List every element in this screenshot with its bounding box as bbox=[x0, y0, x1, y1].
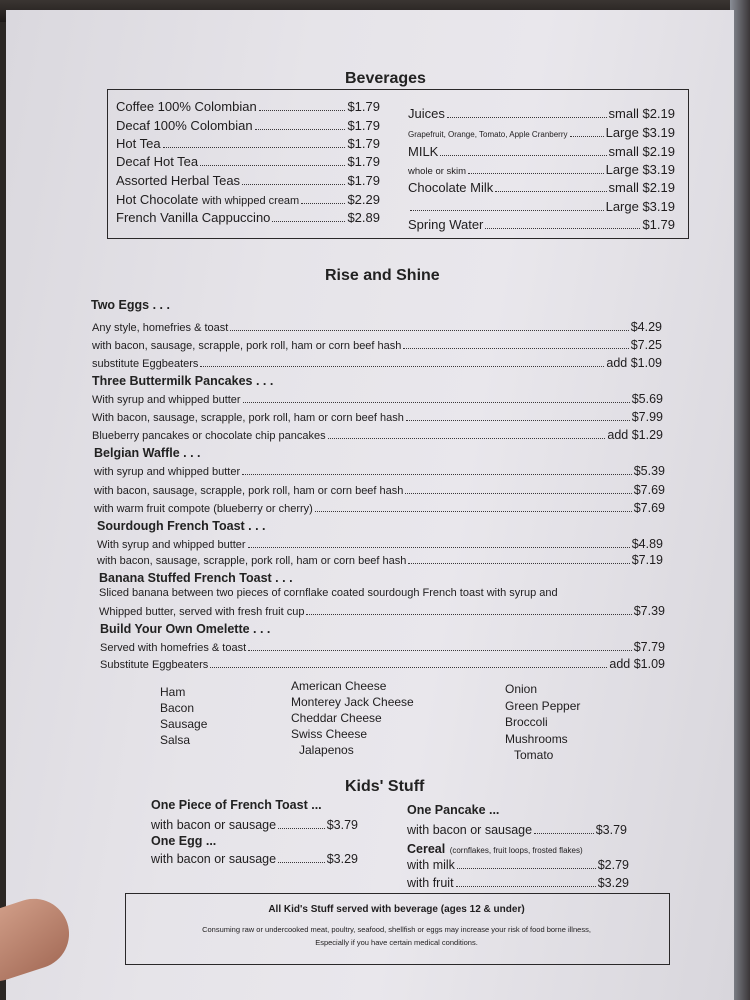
ingredient: Salsa bbox=[160, 733, 191, 747]
item-name: French Vanilla Cappuccino bbox=[116, 210, 271, 225]
item-price: $4.29 bbox=[630, 320, 662, 334]
item-name: With syrup and whipped butter bbox=[97, 539, 246, 551]
item-name: Decaf Hot Tea bbox=[116, 154, 199, 169]
footer-warning-line2: Especially if you have certain medical conditions. bbox=[315, 938, 478, 947]
beverage-item bbox=[408, 217, 675, 232]
item-price: $2.89 bbox=[347, 210, 380, 225]
menu-item bbox=[407, 823, 627, 837]
menu-item bbox=[92, 392, 663, 406]
menu-item bbox=[97, 537, 663, 551]
menu-item bbox=[92, 428, 663, 442]
beverage-item bbox=[408, 125, 675, 140]
item-price: $7.69 bbox=[633, 501, 665, 515]
item-name: with milk bbox=[407, 858, 455, 872]
beverage-item bbox=[116, 136, 380, 151]
menu-item bbox=[100, 657, 665, 671]
kids-cereal-heading-row bbox=[407, 840, 583, 858]
ingredient: Jalapenos bbox=[299, 743, 354, 757]
ingredient: Mushrooms bbox=[505, 731, 568, 746]
kids-pancake-heading: One Pancake ... bbox=[407, 803, 500, 817]
beverage-item bbox=[408, 106, 675, 121]
item-name: with bacon, sausage, scrapple, pork roll, ham or corn beef hash bbox=[97, 555, 407, 567]
omelette-cheeses bbox=[291, 678, 414, 758]
item-name: With bacon, sausage, scrapple, pork roll, ham or corn beef hash bbox=[92, 412, 404, 424]
item-name: with fruit bbox=[407, 876, 454, 890]
rise-title: Rise and Shine bbox=[325, 267, 440, 284]
item-price: $7.39 bbox=[633, 604, 665, 618]
ingredient: Bacon bbox=[160, 701, 195, 715]
menu-item bbox=[92, 338, 662, 352]
footer-kids-note: All Kid's Stuff served with beverage (ages 12 & under) bbox=[268, 904, 525, 915]
item-name: Whipped butter, served with fresh fruit cup bbox=[99, 606, 305, 618]
ingredient: Sausage bbox=[160, 717, 208, 731]
ingredient: Onion bbox=[505, 682, 538, 696]
menu-item bbox=[97, 553, 663, 567]
menu-item bbox=[92, 410, 663, 424]
omelette-meats bbox=[160, 684, 207, 748]
footer-warning-line1: Consuming raw or undercooked meat, poultry, seafood, shellfish or eggs may increase your risk of food borne illness, bbox=[202, 925, 591, 934]
item-name: MILK bbox=[408, 144, 439, 159]
beverage-item bbox=[116, 173, 380, 188]
item-name: with bacon, sausage, scrapple, pork roll, ham or corn beef hash bbox=[94, 485, 404, 497]
item-name: Served with homefries & toast bbox=[100, 642, 247, 654]
beverage-item bbox=[408, 180, 675, 195]
item-price: $7.79 bbox=[633, 640, 665, 654]
item-name: Grapefruit, Orange, Tomato, Apple Cranberry bbox=[408, 130, 568, 139]
item-name: with bacon or sausage bbox=[407, 823, 533, 837]
item-price: $7.99 bbox=[631, 410, 663, 424]
item-name: whole or skim bbox=[408, 166, 467, 177]
menu-item bbox=[407, 858, 629, 872]
item-name: Spring Water bbox=[408, 217, 484, 232]
pancakes-heading: Three Buttermilk Pancakes . . . bbox=[92, 374, 274, 388]
item-price: Large $3.19 bbox=[605, 162, 675, 177]
banana-description: Sliced banana between two pieces of cornflake coated sourdough French toast with syrup and bbox=[99, 587, 558, 599]
sourdough-heading: Sourdough French Toast . . . bbox=[97, 519, 266, 533]
item-name: Hot Chocolate with whipped cream bbox=[116, 192, 300, 207]
menu-item bbox=[92, 356, 662, 370]
item-name: Blueberry pancakes or chocolate chip pancakes bbox=[92, 430, 326, 442]
omelette-heading: Build Your Own Omelette . . . bbox=[100, 622, 271, 636]
item-price: $5.39 bbox=[633, 464, 665, 478]
menu-item bbox=[94, 483, 665, 497]
omelette-vegetables bbox=[505, 681, 580, 764]
item-price: $7.19 bbox=[631, 553, 663, 567]
item-price: small $2.19 bbox=[608, 144, 675, 159]
item-name: Any style, homefries & toast bbox=[92, 322, 229, 334]
item-price: $1.79 bbox=[347, 154, 380, 169]
menu-item bbox=[94, 501, 665, 515]
item-name: Juices bbox=[408, 106, 445, 121]
item-name: Hot Tea bbox=[116, 136, 161, 151]
ingredient: Broccoli bbox=[505, 715, 548, 729]
menu-item bbox=[407, 876, 629, 890]
item-price: $1.79 bbox=[347, 173, 380, 188]
menu-item bbox=[151, 818, 358, 832]
item-price: $3.29 bbox=[326, 852, 358, 866]
item-name: Coffee 100% Colombian bbox=[116, 99, 257, 114]
kids-cereal-heading: Cereal bbox=[407, 842, 446, 856]
item-price: add $1.09 bbox=[606, 356, 662, 370]
item-price: small $2.19 bbox=[608, 180, 675, 195]
ingredient: Monterey Jack Cheese bbox=[291, 695, 414, 709]
menu-item bbox=[99, 604, 665, 618]
menu-item bbox=[94, 464, 665, 478]
ingredient: Swiss Cheese bbox=[291, 727, 368, 741]
item-price: $7.69 bbox=[633, 483, 665, 497]
beverage-item bbox=[116, 99, 380, 114]
beverage-item bbox=[116, 118, 380, 133]
ingredient: Ham bbox=[160, 685, 186, 699]
item-price: $2.29 bbox=[347, 192, 380, 207]
item-name: with warm fruit compote (blueberry or cherry) bbox=[94, 503, 313, 515]
beverage-item bbox=[408, 199, 675, 214]
menu-item bbox=[151, 852, 358, 866]
kids-french-toast-heading: One Piece of French Toast ... bbox=[151, 798, 322, 812]
ingredient: Cheddar Cheese bbox=[291, 711, 382, 725]
item-name: with bacon or sausage bbox=[151, 852, 277, 866]
kids-egg-heading: One Egg ... bbox=[151, 834, 217, 848]
item-price: small $2.19 bbox=[608, 106, 675, 121]
item-price: $3.79 bbox=[326, 818, 358, 832]
item-name: Assorted Herbal Teas bbox=[116, 173, 241, 188]
item-price: $3.79 bbox=[595, 823, 627, 837]
item-price: $4.89 bbox=[631, 537, 663, 551]
item-name: Substitute Eggbeaters bbox=[100, 659, 209, 671]
ingredient: American Cheese bbox=[291, 679, 387, 693]
kids-cereal-note: (cornflakes, fruit loops, frosted flakes) bbox=[449, 846, 583, 855]
beverage-item bbox=[408, 144, 675, 159]
menu-item bbox=[100, 640, 665, 654]
item-name: substitute Eggbeaters bbox=[92, 358, 199, 370]
item-price: $1.79 bbox=[347, 99, 380, 114]
ingredient: Tomato bbox=[514, 748, 554, 762]
item-name: Decaf 100% Colombian bbox=[116, 118, 253, 133]
item-price: $1.79 bbox=[347, 136, 380, 151]
waffle-heading: Belgian Waffle . . . bbox=[94, 446, 201, 460]
banana-heading: Banana Stuffed French Toast . . . bbox=[99, 571, 293, 585]
item-price: $5.69 bbox=[631, 392, 663, 406]
beverage-item bbox=[116, 210, 380, 225]
item-price: $1.79 bbox=[347, 118, 380, 133]
item-price: Large $3.19 bbox=[605, 125, 675, 140]
item-price: $7.25 bbox=[630, 338, 662, 352]
item-name: with bacon or sausage bbox=[151, 818, 277, 832]
ingredient: Green Pepper bbox=[505, 698, 581, 713]
beverage-item bbox=[116, 154, 380, 169]
item-name: with bacon, sausage, scrapple, pork roll, ham or corn beef hash bbox=[92, 340, 402, 352]
item-price: add $1.29 bbox=[607, 428, 663, 442]
item-price: $3.29 bbox=[597, 876, 629, 890]
beverages-title: Beverages bbox=[345, 70, 426, 87]
item-price: $2.79 bbox=[597, 858, 629, 872]
item-price: add $1.09 bbox=[609, 657, 665, 671]
item-name: with syrup and whipped butter bbox=[94, 466, 241, 478]
beverage-item bbox=[116, 192, 380, 207]
beverage-item bbox=[408, 162, 675, 177]
item-price: Large $3.19 bbox=[605, 199, 675, 214]
item-name: With syrup and whipped butter bbox=[92, 394, 241, 406]
menu-item bbox=[92, 320, 662, 334]
two-eggs-heading: Two Eggs . . . bbox=[91, 298, 170, 312]
kids-title: Kids' Stuff bbox=[345, 778, 425, 795]
item-price: $1.79 bbox=[642, 217, 675, 232]
item-name: Chocolate Milk bbox=[408, 180, 494, 195]
